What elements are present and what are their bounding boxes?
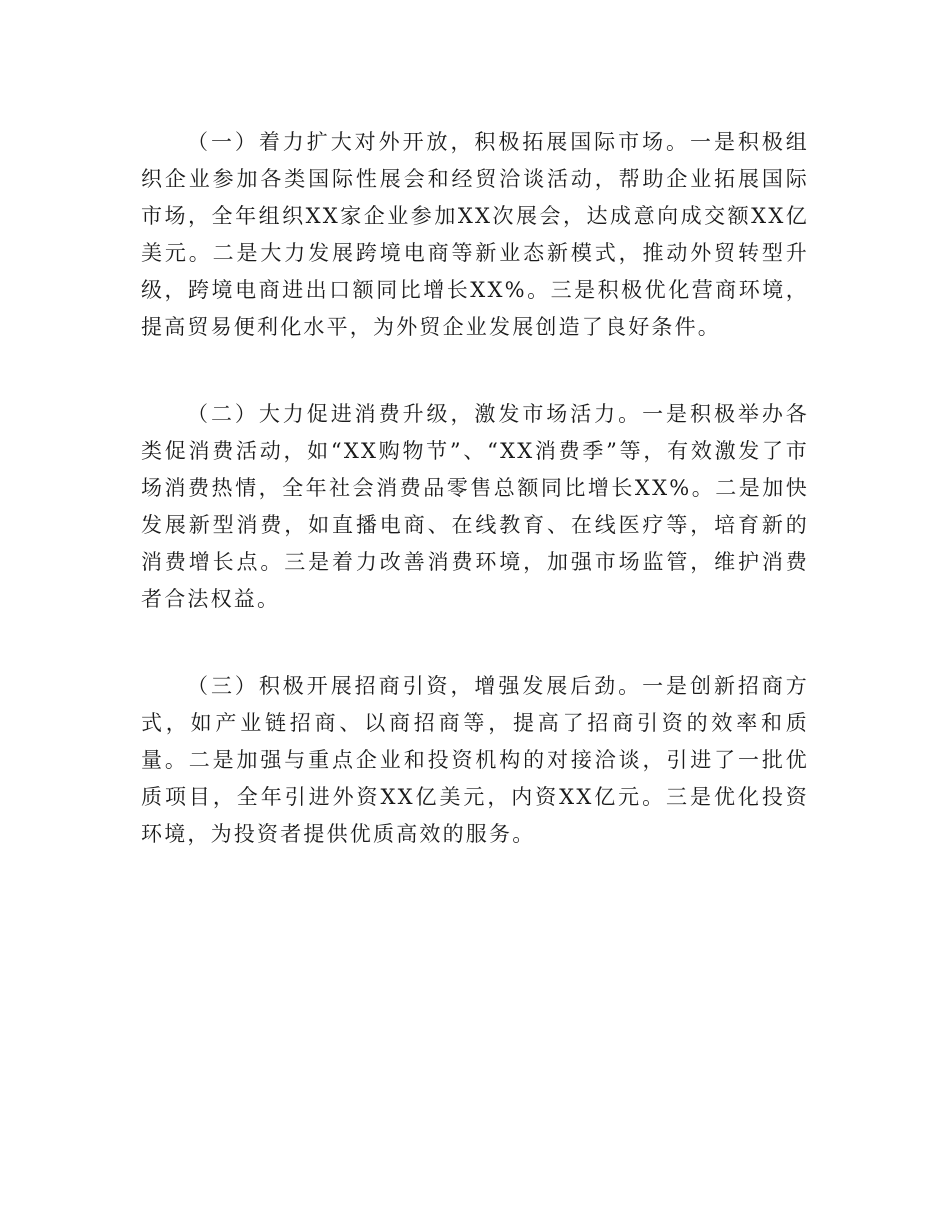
document-body [141,124,809,903]
paragraph-consumption: （二）大力促进消费升级，激发市场活力。一是积极举办各类促消费活动，如“XX购物节”、“XX消费季”等，有效激发了市场消费热情，全年社会消费品零售总额同比增长XX%。二是加快发展新型消费，如直播电商、在线教育、在线医疗等，培育新的消费增长点。三是着力改善消费环境，加强市场监管，维护消费者合法权益。 [141,402,809,611]
paragraph-investment: （三）积极开展招商引资，增强发展后劲。一是创新招商方式，如产业链招商、以商招商等，提高了招商引资的效率和质量。二是加强与重点企业和投资机构的对接洽谈，引进了一批优质项目，全年引进外资XX亿美元，内资XX亿元。三是优化投资环境，为投资者提供优质高效的服务。 [141,674,809,846]
paragraph-opening-up: （一）着力扩大对外开放，积极拓展国际市场。一是积极组织企业参加各类国际性展会和经贸洽谈活动，帮助企业拓展国际市场，全年组织XX家企业参加XX次展会，达成意向成交额XX亿美元。二是大力发展跨境电商等新业态新模式，推动外贸转型升级，跨境电商进出口额同比增长XX%。三是积极优化营商环境，提高贸易便利化水平，为外贸企业发展创造了良好条件。 [141,130,809,339]
